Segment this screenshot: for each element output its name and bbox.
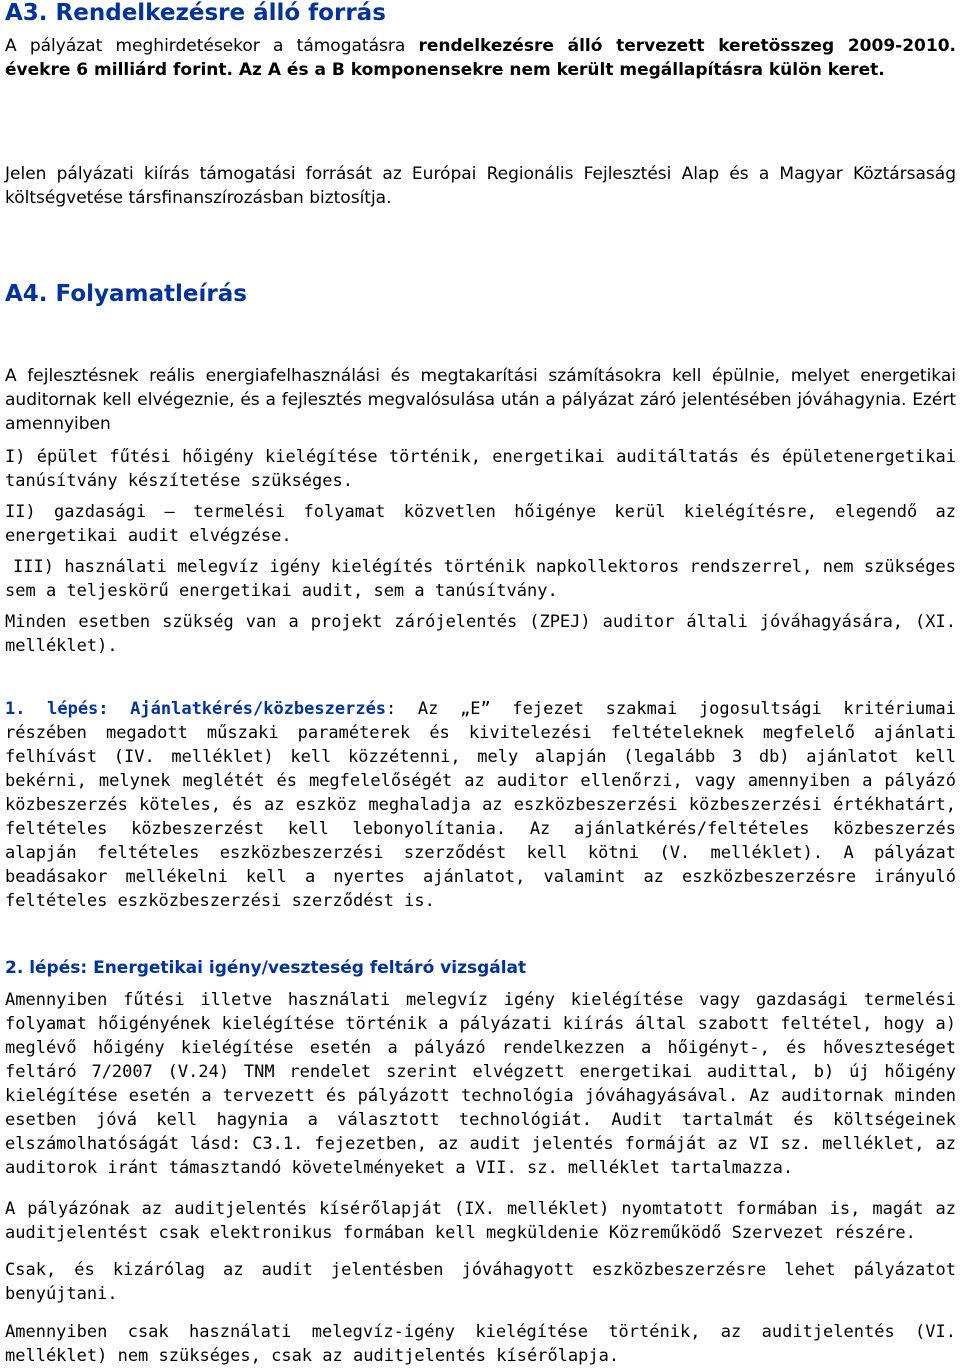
- a3-funding-bold-text: rendelkezésre álló tervezett keretösszeg 2009-2010. évekre 6 milliárd forint. Az A és a B komponensekre nem került megállapításra külön keret.: [5, 36, 956, 80]
- a3-funding-text: A pályázat meghirdetésekor a támogatásra: [5, 36, 419, 56]
- section-heading-a4: A4. Folyamatleírás: [5, 281, 247, 307]
- a4-intro-paragraph: A fejlesztésnek reális energiafelhasználási és megtakarítási számításokra kell épülnie, melyet energetikai auditornak kell elvégeznie, és a fejlesztés megvalósulása után a pályázat záró jelentésében jóváhagynia. Ezért amennyiben: [5, 366, 956, 434]
- step-1-text: : Az „E” fejezet szakmai jogosultsági kritériumai részében megadott műszaki paraméterek és kivitelezési feltételeknek megfelelő ajánlati felhívást (IV. melléklet) kell közzétenni, mely alapján (legalább 3 db) ajánlatot kell bekérni, melynek meglétét és megfelelőségét az auditor ellenőrzi, vagy amennyiben a pályázó közbeszerzés köteles, és az eszköz meghaladja az eszközbeszerzési közbeszerzési értékhatárt, feltételes közbeszerzést kell lebonyolítania. Az ajánlatkérés/feltételes közbeszerzés alapján feltételes eszközbeszerzési szerződést kell kötni (V. melléklet). A pályázat beadásakor mellékelni kell a nyertes ajánlatot, valamint az eszközbeszerzésre irányuló feltételes eszközbeszerzési szerződést is.: [5, 699, 956, 911]
- a4-case-3: III) használati melegvíz igény kielégítés történik napkollektoros rendszerrel, nem szükséges sem a teljeskörű energetikai audit, sem a tanúsítvány.: [5, 557, 956, 601]
- step-1-title: 1. lépés: Ajánlatkérés/közbeszerzés: [5, 699, 387, 719]
- step-2-paragraph-4: Amennyiben csak használati melegvíz-igény kielégítése történik, az auditjelentés (VI. melléklet) nem szükséges, csak az auditjelentés kísérőlapja.: [5, 1322, 956, 1366]
- step-2-paragraph-2: A pályázónak az auditjelentés kísérőlapját (IX. melléklet) nyomtatott formában is, magát az auditjelentést csak elektronikus formában kell megküldenie Közreműködő Szervezet részére.: [5, 1199, 956, 1243]
- a4-case-2: II) gazdasági – termelési folyamat közvetlen hőigénye kerül kielégítésre, elegendő az energetikai audit elvégzése.: [5, 502, 956, 546]
- step-2-title-text: 2. lépés: Energetikai igény/veszteség feltáró vizsgálat: [5, 958, 527, 978]
- step-2-title: [5, 956, 956, 980]
- a3-funding-paragraph: [5, 34, 956, 82]
- section-heading-a3: A3. Rendelkezésre álló forrás: [5, 0, 386, 26]
- a4-every-case-paragraph: Minden esetben szükség van a projekt zárójelentés (ZPEJ) auditor általi jóváhagyására, (XI. melléklet).: [5, 612, 956, 656]
- a3-source-paragraph: Jelen pályázati kiírás támogatási forrását az Európai Regionális Fejlesztési Alap és a Magyar Köztársaság költségvetése társfinanszírozásban biztosítja.: [5, 164, 956, 208]
- step-2-paragraph-1: Amennyiben fűtési illetve használati melegvíz igény kielégítése vagy gazdasági termelési folyamat hőigényének kielégítése történik a pályázati kiírás által szabott feltétel, hogy a) meglévő hőigény kielégítése esetén a pályázó rendelkezzen a hőigényt-, és hőveszteséget feltáró 7/2007 (V.24) TNM rendelet szerint elvégzett energetikai audittal, b) új hőigény kielégítése esetén a tervezett és pályázott technológia jóváhagyásával. Az auditornak minden esetben jóvá kell hagynia a választott technológiát. Audit tartalmát és költségeinek elszámolhatóságát lásd: C3.1. fejezetben, az audit jelentés formáját az VI sz. melléklet, az auditorok iránt támasztandó követelményeket a VII. sz. melléklet tartalmazza.: [5, 990, 956, 1178]
- a4-case-1: I) épület fűtési hőigény kielégítése történik, energetikai auditáltatás és épületenergetikai tanúsítvány készítetése szükséges.: [5, 447, 956, 491]
- step-2-paragraph-3: Csak, és kizárólag az audit jelentésben jóváhagyott eszközbeszerzésre lehet pályázatot benyújtani.: [5, 1260, 956, 1304]
- step-1-paragraph: [5, 697, 956, 913]
